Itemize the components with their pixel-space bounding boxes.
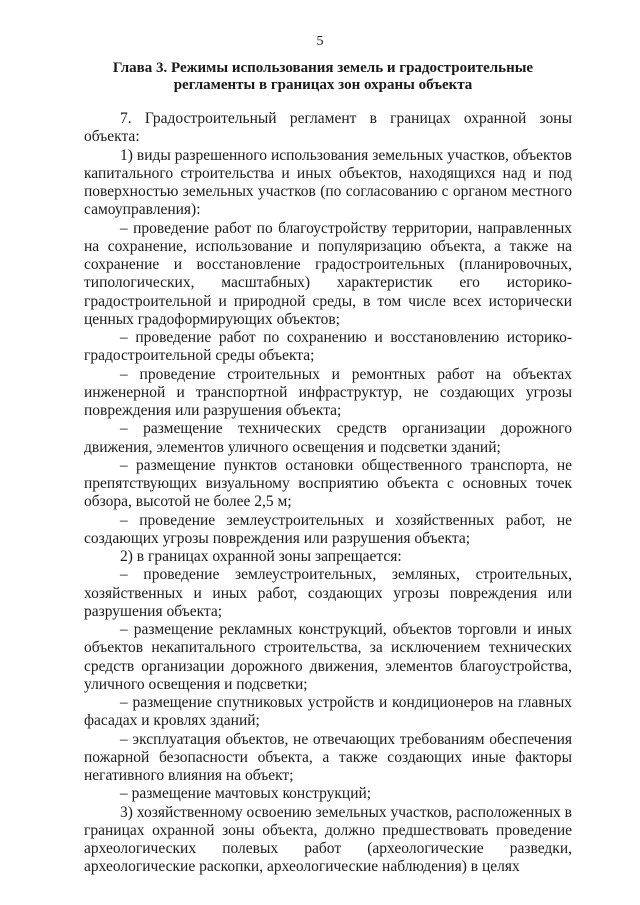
chapter-title xyxy=(100,60,546,94)
paragraph-archaeology: 3) хозяйственному освоению земельных участков, расположенных в границах охранной зоны объекта, должно предшествовать проведение археологических полевых работ (археологические разведки, археологические раскопки, археологические наблюдения) в целях xyxy=(84,803,572,876)
list-item: – эксплуатация объектов, не отвечающих требованиям обеспечения пожарной безопасности объекта, а также создающих иные факторы негативного влияния на объект; xyxy=(84,730,572,784)
paragraph-prohibitions: 2) в границах охранной зоны запрещается: xyxy=(120,548,402,565)
list-item: – размещение технических средств организации дорожного движения, элементов уличного освещения и подсветки зданий; xyxy=(84,420,572,456)
list-item: – размещение пунктов остановки общественного транспорта, не препятствующих визуальному восприятию объекта с основных точек обзора, высотой не более 2,5 м; xyxy=(84,456,572,511)
paragraph-permitted-uses: 1) виды разрешенного использования земельных участков, объектов капитального строительства и иных объектов, находящихся над и под поверхностью земельных участков (по согласованию с органом местного самоуправления): xyxy=(84,146,572,219)
list-item: – размещение спутниковых устройств и кондиционеров на главных фасадах и кровлях зданий; xyxy=(84,694,572,730)
list-item: – проведение строительных и ремонтных работ на объектах инженерной и транспортной инфраструктур, не создающих угрозы повреждения или разрушения объекта; xyxy=(84,365,572,419)
list-item: – размещение рекламных конструкций, объектов торговли и иных объектов некапитального строительства, за исключением технических средств организации дорожного движения, элементов благоустройства, уличного освещения и подсветки; xyxy=(84,621,572,693)
list-item: – проведение работ по сохранению и восстановлению историко-градостроительной среды объекта; xyxy=(84,329,572,365)
list-item: – размещение мачтовых конструкций; xyxy=(120,785,372,803)
chapter-title-line-1: Глава 3. Режимы использования земель и градостроительные xyxy=(112,60,534,76)
page-number: 5 xyxy=(316,34,324,49)
list-item: – проведение землеустроительных, земляных, строительных, хозяйственных и иных работ, создающих угрозы повреждения или разрушения объекта; xyxy=(84,566,572,620)
regulation-text xyxy=(84,110,572,877)
paragraph-item-7-heading: 7. Градостроительный регламент в границах охранной зоны объекта: xyxy=(84,110,572,146)
list-item: – проведение землеустроительных и хозяйственных работ, не создающих угрозы повреждения или разрушения объекта; xyxy=(84,511,572,547)
chapter-title-line-2: регламенты в границах зон охраны объекта xyxy=(173,77,473,93)
list-item: – проведение работ по благоустройству территории, направленных на сохранение, использование и популяризацию объекта, а также на сохранение и восстановление градостроительных (планировочных, типологических, масштабных) характеристик его историко-градостроительной и природной среды, в том числе всех исторически ценных градоформирующих объектов; xyxy=(84,219,572,328)
